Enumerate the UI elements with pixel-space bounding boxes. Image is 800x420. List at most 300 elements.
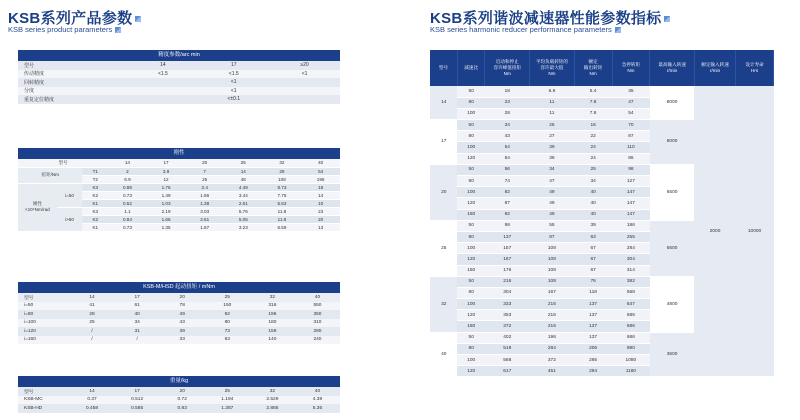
table-cell: 80 [457, 97, 484, 108]
table-cell: 43 [485, 131, 530, 142]
table-cell: 686 [612, 310, 650, 321]
table-cell: / [70, 336, 115, 345]
title-mark-icon-right [664, 16, 670, 22]
header-cell: 最高输入转速 r/min [650, 50, 695, 86]
precision-table [18, 50, 340, 104]
table-cell: 49 [530, 187, 575, 198]
header-cell: 20 [160, 293, 205, 302]
stiffness-label: 刚性 ×10⁴Nm/rad [18, 183, 57, 231]
table-cell: 2.4 [185, 183, 224, 191]
table-cell: 49 [530, 198, 575, 209]
table-cell: 167 [485, 254, 530, 265]
table-cell: 8.73 [263, 183, 302, 191]
table-cell: 78 [160, 302, 205, 311]
table-header-row [18, 293, 340, 302]
precision-grid [18, 61, 340, 104]
table-cell: 196 [250, 310, 295, 319]
table-cell: 43 [160, 319, 205, 328]
table-cell: <1 [269, 70, 340, 79]
table-cell: 108 [530, 276, 575, 287]
table-cell: 147 [612, 198, 650, 209]
row-label: i=120 [18, 327, 70, 336]
table-cell: 110 [612, 142, 650, 153]
table-cell: 2.885 [250, 404, 295, 413]
table-cell: 80 [457, 287, 484, 298]
table-cell: 54 [612, 108, 650, 119]
table-cell: 647 [612, 299, 650, 310]
model-cell: 20 [430, 164, 457, 220]
table-row [18, 396, 340, 405]
table-cell: 98 [612, 164, 650, 175]
table-row [18, 327, 340, 336]
table-cell: 11.8 [263, 207, 302, 215]
header-cell: 14 [70, 293, 115, 302]
table-cell: 5.63 [263, 199, 302, 207]
left-title: KSB系列产品参数 [8, 7, 141, 28]
performance-table [430, 50, 774, 377]
table-cell: 160 [457, 265, 484, 276]
table-cell: 186 [612, 220, 650, 231]
table-cell: 372 [485, 321, 530, 332]
table-row [18, 302, 340, 311]
table-header-row [18, 159, 340, 167]
stiffness-grid [18, 159, 340, 232]
header-cell: 25 [205, 387, 250, 396]
table-cell: 137 [574, 299, 612, 310]
table-row [18, 78, 340, 87]
table-cell: 2.61 [224, 199, 263, 207]
table-cell: 100 [457, 355, 484, 366]
table-cell: 686 [612, 321, 650, 332]
table-cell: 294 [574, 366, 612, 377]
table-cell: 1.76 [147, 183, 186, 191]
table-cell: 14 [301, 191, 340, 199]
table-cell: 3.23 [224, 223, 263, 231]
table-cell: 67 [574, 243, 612, 254]
table-cell: 402 [485, 332, 530, 343]
table-cell: 40 [574, 209, 612, 220]
table-cell: 550 [295, 302, 340, 311]
table-cell: 39 [160, 327, 205, 336]
table-cell: 0.72 [160, 396, 205, 405]
table-cell: 280 [295, 327, 340, 336]
table-cell: 120 [457, 254, 484, 265]
weight-banner: 重量/kg [18, 376, 340, 387]
table-cell: 284 [530, 343, 575, 354]
table-cell: 5.4 [574, 86, 612, 97]
table-cell: 6.9 [530, 86, 575, 97]
starting-banner: KSB-M/HSD 起动扭矩 / mNm [18, 282, 340, 293]
table-row [18, 310, 340, 319]
table-cell: 25 [185, 175, 224, 183]
table-cell: 11 [530, 97, 575, 108]
table-cell: 5.36 [295, 404, 340, 413]
table-cell: 33 [160, 336, 205, 345]
header-cell: 急停转矩 Nm [612, 50, 650, 86]
table-cell: 617 [485, 366, 530, 377]
table-cell: 568 [612, 287, 650, 298]
model-cell: 32 [430, 276, 457, 332]
table-cell: 16 [574, 120, 612, 131]
table-cell: 48 [224, 175, 263, 183]
table-cell: 50 [457, 276, 484, 287]
row-label: KSB-HD [18, 404, 70, 413]
table-cell: 1.49 [147, 191, 186, 199]
table-cell: 1.87 [185, 223, 224, 231]
header-cell: 型号 [18, 159, 108, 167]
table-cell: 3.03 [185, 207, 224, 215]
table-cell: / [115, 336, 160, 345]
table-row [18, 319, 340, 328]
table-cell: 25 [70, 319, 115, 328]
table-cell: 100 [457, 299, 484, 310]
table-cell: 0.512 [115, 396, 160, 405]
table-row [18, 95, 340, 104]
table-cell: 10 [301, 199, 340, 207]
row-label: T1 [82, 167, 108, 175]
table-cell: 24 [574, 142, 612, 153]
table-cell: 41 [70, 302, 115, 311]
table-cell: 24 [574, 153, 612, 164]
table-header-row [18, 387, 340, 396]
table-cell: 1180 [612, 366, 650, 377]
table-cell: 147 [612, 209, 650, 220]
header-cell: 17 [115, 387, 160, 396]
table-cell: 26 [530, 120, 575, 131]
max-input-speed: 8000 [650, 120, 695, 165]
table-cell: 284 [612, 243, 650, 254]
table-cell: 568 [485, 355, 530, 366]
table-cell: 87 [485, 198, 530, 209]
row-label: i=50 [18, 302, 70, 311]
performance-grid [430, 50, 774, 377]
max-input-speed: 8000 [650, 86, 695, 120]
table-cell: 1.194 [205, 396, 250, 405]
table-cell: 100 [457, 142, 484, 153]
table-cell: 353 [485, 310, 530, 321]
table-cell: 27 [530, 131, 575, 142]
table-cell: 80 [205, 319, 250, 328]
table-cell: 80 [457, 343, 484, 354]
table-cell: 54 [485, 153, 530, 164]
table-cell: 316 [250, 302, 295, 311]
table-header-row [430, 50, 774, 86]
table-cell: 167 [530, 287, 575, 298]
table-cell: 82 [485, 187, 530, 198]
table-cell: 118 [574, 287, 612, 298]
table-cell: 50 [457, 120, 484, 131]
table-cell: 28 [485, 108, 530, 119]
table-cell: 100 [457, 108, 484, 119]
table-cell: 63 [205, 336, 250, 345]
starting-torque-table [18, 282, 340, 344]
header-cell: 25 [224, 159, 263, 167]
table-cell: 1.03 [147, 199, 186, 207]
table-cell: 150 [205, 302, 250, 311]
header-cell: 减速比 [457, 50, 484, 86]
table-row [18, 61, 340, 70]
table-cell: 206 [574, 343, 612, 354]
right-subtitle: KSB series harmonic reducer performance parameters [430, 25, 621, 34]
table-cell: 39 [574, 220, 612, 231]
subtitle-mark-icon [115, 27, 121, 33]
model-cell: 40 [430, 332, 457, 377]
row-label: K1 [82, 199, 108, 207]
table-cell: 0.458 [70, 404, 115, 413]
ratio-condition: i>50 [57, 207, 83, 231]
design-life: 10000 [736, 86, 774, 377]
table-cell: 6.9 [108, 175, 147, 183]
row-label: 型号 [18, 61, 127, 70]
table-cell: 29 [263, 167, 302, 175]
table-cell: 39 [530, 142, 575, 153]
table-row [18, 87, 340, 96]
table-cell: 50 [457, 86, 484, 97]
ratio-condition: i=50 [57, 183, 83, 207]
table-cell: 87 [612, 131, 650, 142]
starting-grid [18, 293, 340, 344]
table-cell: 5.05 [224, 215, 263, 223]
table-cell: 137 [574, 332, 612, 343]
table-cell: 350 [295, 310, 340, 319]
table-cell: 47 [530, 176, 575, 187]
table-cell: 34 [485, 120, 530, 131]
table-cell: 54 [485, 142, 530, 153]
row-label: T2 [82, 175, 108, 183]
header-cell: 17 [147, 159, 186, 167]
header-cell: 20 [185, 159, 224, 167]
table-cell: 382 [612, 276, 650, 287]
table-cell: 92 [205, 310, 250, 319]
table-cell: 108 [530, 254, 575, 265]
table-cell: 50 [457, 332, 484, 343]
title-mark-icon [135, 16, 141, 22]
stiffness-banner: 刚性 [18, 148, 340, 159]
table-cell: 980 [612, 343, 650, 354]
model-cell: 17 [430, 120, 457, 165]
model-cell: 14 [430, 86, 457, 120]
table-cell: 54 [301, 167, 340, 175]
table-cell: 120 [457, 366, 484, 377]
table-cell: 25 [574, 164, 612, 175]
table-cell: <±0.1 [127, 95, 340, 104]
table-cell: 304 [485, 287, 530, 298]
table-cell: 22 [574, 131, 612, 142]
table-cell: 120 [457, 310, 484, 321]
table-cell: 265 [574, 355, 612, 366]
header-cell: 40 [301, 159, 340, 167]
table-cell: 18 [301, 183, 340, 191]
table-cell: 12 [147, 175, 186, 183]
table-cell: 7 [185, 167, 224, 175]
table-cell: 13 [301, 223, 340, 231]
table-cell: <1.5 [198, 70, 269, 79]
header-cell: 14 [70, 387, 115, 396]
table-cell: 17 [198, 61, 269, 70]
table-cell: 310 [295, 319, 340, 328]
table-cell: 40 [115, 310, 160, 319]
table-cell: 7.8 [574, 108, 612, 119]
table-cell: 50 [457, 220, 484, 231]
table-cell: 147 [612, 187, 650, 198]
table-cell: 1.1 [108, 207, 147, 215]
table-cell: 100 [457, 243, 484, 254]
row-label: 回转精度 [18, 78, 127, 87]
row-label: 传动精度 [18, 70, 127, 79]
row-label: i=80 [18, 310, 70, 319]
table-cell: 120 [457, 153, 484, 164]
table-cell: 451 [530, 366, 575, 377]
table-cell: 49 [530, 209, 575, 220]
torque-label: 扭矩/Nm [18, 167, 82, 183]
table-cell: 14 [224, 167, 263, 175]
table-cell: 35 [612, 86, 650, 97]
table-cell: 56 [485, 164, 530, 175]
table-cell: 40 [574, 198, 612, 209]
table-cell: 137 [574, 310, 612, 321]
table-cell: 11 [530, 108, 575, 119]
table-cell: 34 [530, 164, 575, 175]
table-cell: 127 [612, 176, 650, 187]
table-cell: 18 [485, 86, 530, 97]
row-label: K1 [82, 223, 108, 231]
table-cell: 0.73 [108, 191, 147, 199]
header-cell: 40 [295, 387, 340, 396]
header-cell: 17 [115, 293, 160, 302]
weight-table [18, 376, 340, 413]
table-cell: 86 [612, 153, 650, 164]
table-cell: 140 [250, 336, 295, 345]
table-cell: 160 [457, 321, 484, 332]
row-label: K2 [82, 215, 108, 223]
table-cell: 0.585 [115, 404, 160, 413]
table-cell: 157 [485, 243, 530, 254]
table-cell: 5.76 [224, 207, 263, 215]
table-cell: 28 [70, 310, 115, 319]
max-input-speed: 5600 [650, 220, 695, 276]
table-cell: 73 [205, 327, 250, 336]
table-cell: 160 [457, 209, 484, 220]
table-cell: 0.88 [108, 183, 147, 191]
table-cell: 1.387 [205, 404, 250, 413]
table-cell: 61 [115, 302, 160, 311]
header-cell: 平均负载转矩的 容许最大值 Nm [530, 50, 575, 86]
table-cell: 67 [574, 254, 612, 265]
table-cell: 7.8 [574, 97, 612, 108]
table-row [430, 86, 774, 97]
table-cell: 50 [457, 164, 484, 175]
table-cell: 3.44 [224, 191, 263, 199]
row-label: K3 [82, 183, 108, 191]
table-cell: 14 [127, 61, 198, 70]
weight-grid [18, 387, 340, 413]
table-cell: 1.38 [185, 199, 224, 207]
header-cell: 额定 输出转矩 Nm [574, 50, 612, 86]
table-cell: <1 [127, 78, 340, 87]
table-cell: 314 [612, 265, 650, 276]
table-cell: 137 [574, 321, 612, 332]
table-cell: 49 [160, 310, 205, 319]
table-cell: 255 [612, 231, 650, 242]
table-cell: 11.8 [263, 215, 302, 223]
left-subtitle: KSB series product parameters [8, 25, 121, 34]
table-cell: 304 [612, 254, 650, 265]
table-cell: 3.9 [147, 167, 186, 175]
table-row [18, 70, 340, 79]
table-cell: 2.19 [147, 207, 186, 215]
table-cell: 34 [574, 176, 612, 187]
table-cell: 80 [457, 131, 484, 142]
table-cell: 333 [485, 299, 530, 310]
table-cell: 4.38 [295, 396, 340, 405]
header-cell: 型号 [18, 293, 70, 302]
table-cell: 216 [530, 321, 575, 332]
table-cell: 2.529 [250, 396, 295, 405]
header-cell: 14 [108, 159, 147, 167]
table-cell: 216 [530, 310, 575, 321]
row-label: i=100 [18, 319, 70, 328]
header-cell: 40 [295, 293, 340, 302]
table-cell: 23 [485, 97, 530, 108]
subtitle-mark-icon-right [615, 27, 621, 33]
table-cell: 76 [574, 276, 612, 287]
row-label: K2 [82, 191, 108, 199]
table-row [18, 183, 340, 191]
table-cell: 0.84 [108, 215, 147, 223]
model-cell: 25 [430, 220, 457, 276]
header-cell: 32 [250, 293, 295, 302]
table-cell: 20 [301, 215, 340, 223]
table-cell: / [70, 327, 115, 336]
table-cell: 47 [612, 97, 650, 108]
max-input-speed: 6500 [650, 164, 695, 220]
table-cell: 240 [295, 336, 340, 345]
stiffness-table [18, 148, 340, 232]
table-cell: 98 [485, 220, 530, 231]
table-cell: 1.35 [147, 223, 186, 231]
table-cell: 2 [108, 167, 147, 175]
table-cell: 2.61 [185, 215, 224, 223]
table-cell: 7.75 [263, 191, 302, 199]
table-cell: 31 [115, 327, 160, 336]
table-cell: 108 [263, 175, 302, 183]
table-cell: 108 [530, 265, 575, 276]
table-cell: 67 [574, 265, 612, 276]
table-cell: 108 [530, 243, 575, 254]
table-cell: 216 [530, 299, 575, 310]
table-cell: 100 [457, 187, 484, 198]
table-cell: 519 [485, 343, 530, 354]
table-cell: 6.59 [263, 223, 302, 231]
table-cell: 1.86 [185, 191, 224, 199]
header-cell: 启动和停止 容许峰值扭矩 Nm [485, 50, 530, 86]
table-row [18, 167, 340, 175]
table-cell: 4.48 [224, 183, 263, 191]
max-input-speed: 4800 [650, 276, 695, 332]
header-cell: 32 [250, 387, 295, 396]
table-cell: 216 [485, 276, 530, 287]
table-cell: 196 [301, 175, 340, 183]
table-cell: 196 [530, 332, 575, 343]
table-cell: 686 [612, 332, 650, 343]
row-label: 重复定位精度 [18, 95, 127, 104]
table-cell: 0.83 [160, 404, 205, 413]
table-row [18, 207, 340, 215]
table-row [18, 404, 340, 413]
table-cell: 23 [301, 207, 340, 215]
row-label: i=160 [18, 336, 70, 345]
table-cell: 372 [530, 355, 575, 366]
